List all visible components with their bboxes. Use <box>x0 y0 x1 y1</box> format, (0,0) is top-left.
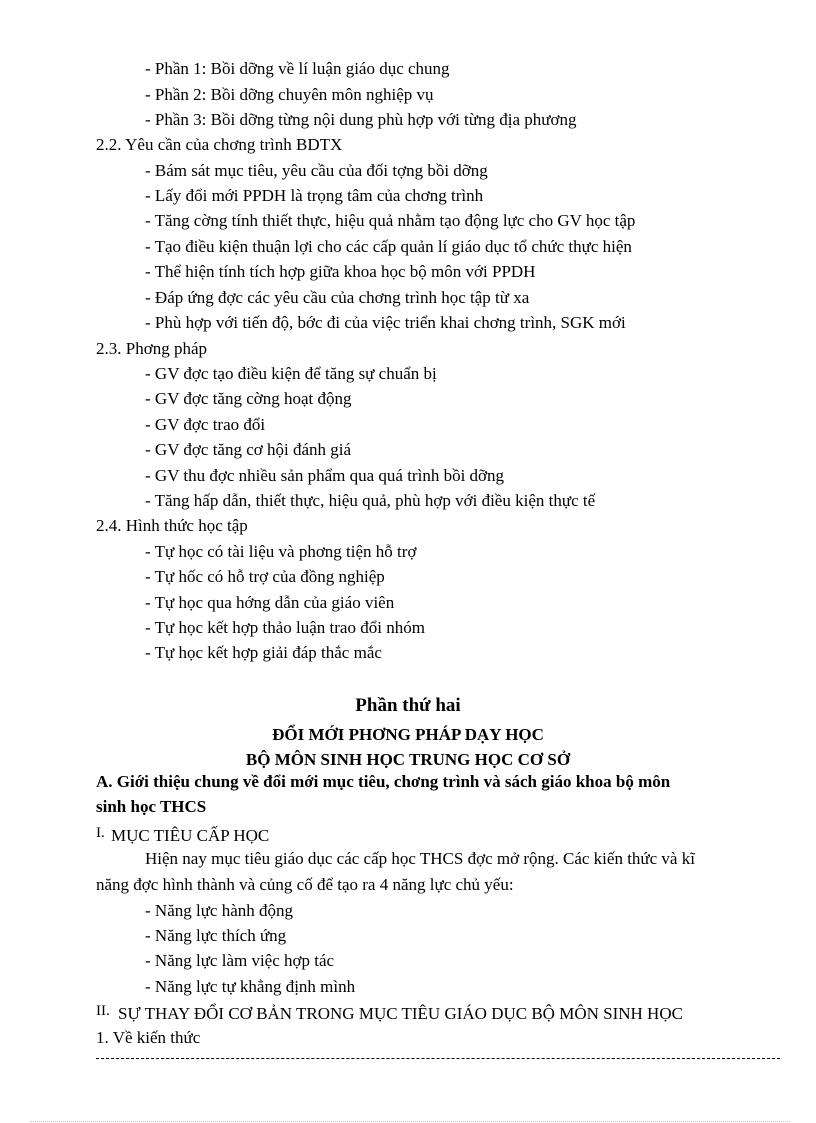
list-item: - GV thu đợc nhiều sản phẩm qua quá trình bồi dỡng <box>145 466 505 485</box>
list-item: - Thể hiện tính tích hợp giữa khoa học bộ môn với PPDH <box>145 262 536 281</box>
list-item: - Bám sát mục tiêu, yêu cầu của đối tợng bồi dỡng <box>145 161 488 180</box>
list-item: - Tăng cờng tính thiết thực, hiệu quả nhằm tạo động lực cho GV học tập <box>145 211 636 230</box>
part-subtitle: BỘ MÔN SINH HỌC TRUNG HỌC CƠ SỞ <box>245 750 571 769</box>
section-a-heading: A. Giới thiệu chung về đổi mới mục tiêu, chơng trình và sách giáo khoa bộ môn <box>96 772 671 791</box>
list-item: - Tự học kết hợp giải đáp thắc mắc <box>145 643 382 662</box>
list-item: - Năng lực làm việc hợp tác <box>145 951 335 970</box>
footer-divider <box>96 1058 780 1059</box>
list-item: - GV đợc tăng cờng hoạt động <box>145 389 352 408</box>
list-item: - Tạo điều kiện thuận lợi cho các cấp quản lí giáo dục tổ chức thực hiện <box>145 237 632 256</box>
list-item: - Tự học có tài liệu và phơng tiện hỗ trợ <box>145 542 417 561</box>
list-item: - Tự học kết hợp thảo luận trao đổi nhóm <box>145 618 425 637</box>
section-heading: 2.3. Phơng pháp <box>96 339 207 358</box>
list-item: - Phần 2: Bồi dỡng chuyên môn nghiệp vụ <box>145 85 434 104</box>
paragraph-line: năng đợc hình thành và củng cố để tạo ra 4 năng lực chủ yếu: <box>96 875 514 894</box>
subsection-heading: 1. Về kiến thức <box>96 1028 201 1047</box>
list-item: - Lấy đổi mới PPDH là trọng tâm của chơng trình <box>145 186 484 205</box>
part-title: Phần thứ hai <box>355 695 461 716</box>
page-edge-divider <box>30 1121 790 1122</box>
section-a-heading-cont: sinh học THCS <box>96 797 207 816</box>
list-item: - Năng lực tự khẳng định mình <box>145 977 356 996</box>
section-title: SỰ THAY ĐỔI CƠ BẢN TRONG MỤC TIÊU GIÁO DỤC BỘ MÔN SINH HỌC <box>118 1004 683 1023</box>
section-title: MỤC TIÊU CẤP HỌC <box>111 826 270 845</box>
paragraph-line: Hiện nay mục tiêu giáo dục các cấp học THCS đợc mở rộng. Các kiến thức và kĩ <box>145 849 695 868</box>
list-item: - GV đợc tạo điều kiện để tăng sự chuẩn bị <box>145 364 437 383</box>
list-item: - Phần 3: Bồi dỡng từng nội dung phù hợp với từng địa phương <box>145 110 577 129</box>
list-item: - Tự hốc có hỗ trợ của đồng nghiệp <box>145 567 385 586</box>
list-item: - Đáp ứng đợc các yêu cầu của chơng trình học tập từ xa <box>145 288 530 307</box>
section-heading: 2.2. Yêu cần của chơng trình BDTX <box>96 135 343 154</box>
list-item: - Tự học qua hớng dẫn của giáo viên <box>145 593 395 612</box>
list-item: - Tăng hấp dẫn, thiết thực, hiệu quả, phù hợp với điều kiện thực tế <box>145 491 596 510</box>
list-item: - GV đợc trao đổi <box>145 415 266 434</box>
section-numeral: I. <box>96 825 105 841</box>
section-heading: 2.4. Hình thức học tập <box>96 516 248 535</box>
list-item: - Phù hợp với tiến độ, bớc đi của việc triển khai chơng trình, SGK mới <box>145 313 626 332</box>
part-subtitle: ĐỔI MỚI PHƠNG PHÁP DẠY HỌC <box>272 725 544 744</box>
list-item: - Năng lực hành động <box>145 901 294 920</box>
list-item: - GV đợc tăng cơ hội đánh giá <box>145 440 352 459</box>
list-item: - Phần 1: Bồi dỡng về lí luận giáo dục chung <box>145 59 450 78</box>
list-item: - Năng lực thích ứng <box>145 926 287 945</box>
section-numeral: II. <box>96 1003 110 1019</box>
